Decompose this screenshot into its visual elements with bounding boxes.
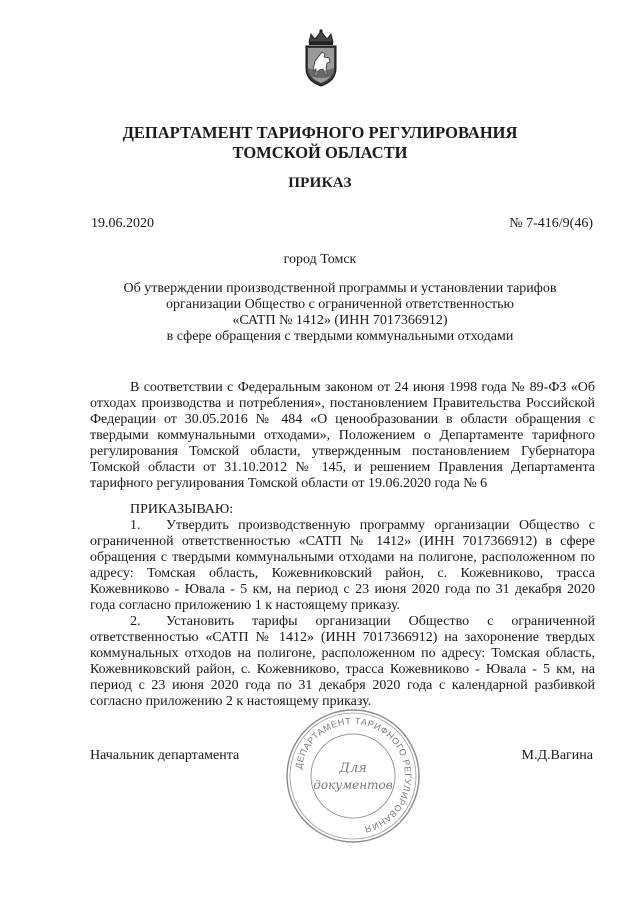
basis-line: Федерации от 30.05.2016 № 484 «О ценообразовании в области обращения с	[90, 412, 595, 427]
basis-line: В соответствии с Федеральным законом от 24 июня 1998 года № 89-ФЗ «Об	[130, 380, 595, 395]
item-line: период с 23 июня 2020 года по 31 декабря 2020 года с календарной разбивкой	[90, 678, 595, 693]
department-title-line2: ТОМСКОЙ ОБЛАСТИ	[232, 143, 408, 162]
document-type-heading: ПРИКАЗ	[288, 175, 352, 191]
item-line	[90, 614, 595, 630]
item-number: 2.	[130, 614, 141, 629]
item-line: ограниченной ответственностью «САТП № 1412» (ИНН 7017366912) в сфере	[90, 534, 595, 549]
order-date: 19.06.2020	[91, 216, 154, 231]
item-text: Установить тарифы организации Общество с ограниченной	[166, 614, 595, 629]
seal-ring-text: ДЕПАРТАМЕНТ ТАРИФНОГО РЕГУЛИРОВАНИЯ	[293, 715, 414, 835]
subject-line: организации Общество с ограниченной ответственностью	[165, 297, 515, 312]
basis-line: регулирования Томской области, утвержденным постановлением Губернатора	[90, 444, 595, 459]
signatory-name: М.Д.Вагина	[521, 748, 593, 763]
item-line: Кожевниково - Ювала - 5 км, на период с 23 июня 2020 года по 31 декабря 2020	[90, 582, 595, 597]
subject-line: «САТП № 1412» (ИНН 7017366912)	[232, 313, 448, 328]
item-line: Кожевниковский район, с. Кожевниково, трасса Кожевниково - Ювала - 5 км, на	[90, 662, 595, 677]
department-title-line1: ДЕПАРТАМЕНТ ТАРИФНОГО РЕГУЛИРОВАНИЯ	[122, 123, 518, 142]
item-line: адресу: Томская область, Кожевниковский район, с. Кожевниково, трасса	[90, 566, 595, 581]
subject-line: Об утверждении производственной программы и установлении тарифов	[123, 281, 557, 296]
item-line: коммунальных отходов на полигоне, расположенном по адресу: Томская область,	[90, 646, 595, 661]
basis-line: Томской области от 31.10.2012 № 145, и решением Правления Департамента	[90, 460, 595, 475]
round-seal-icon	[283, 706, 423, 846]
signatory-position: Начальник департамента	[90, 748, 240, 763]
item-line	[90, 518, 595, 534]
seal-center-line2: документов	[313, 778, 393, 792]
city-line: город Томск	[283, 252, 357, 267]
subject-line: в сфере обращения с твердыми коммунальными отходами	[166, 329, 514, 344]
item-line: года согласно приложению 1 к настоящему приказу.	[90, 598, 401, 613]
basis-line: тарифного регулирования Томской области от 19.06.2020 года № 6	[90, 476, 488, 491]
order-item-1	[90, 518, 595, 614]
basis-line: отходах производства и потребления», постановлением Правительства Российской	[90, 396, 595, 411]
order-item-2	[90, 614, 595, 710]
order-keyword: ПРИКАЗЫВАЮ:	[130, 502, 234, 517]
item-number: 1.	[130, 518, 141, 533]
seal-center-line1: Для	[339, 761, 367, 776]
item-line: обращения с твердыми коммунальными отходами на полигоне, расположенном по	[90, 550, 595, 565]
basis-line: твердыми коммунальными отходами», Положением о Департаменте тарифного	[90, 428, 595, 443]
order-number: № 7-416/9(46)	[509, 216, 593, 231]
item-text: Утвердить производственную программу организации Общество с	[166, 518, 595, 533]
legal-basis-paragraph	[90, 380, 595, 492]
order-subject	[90, 281, 590, 345]
item-line: ответственностью «САТП № 1412» (ИНН 7017366912) на захоронение твердых	[90, 630, 595, 645]
coat-of-arms-icon	[298, 28, 344, 88]
item-line: согласно приложению 2 к настоящему приказу.	[90, 694, 372, 709]
